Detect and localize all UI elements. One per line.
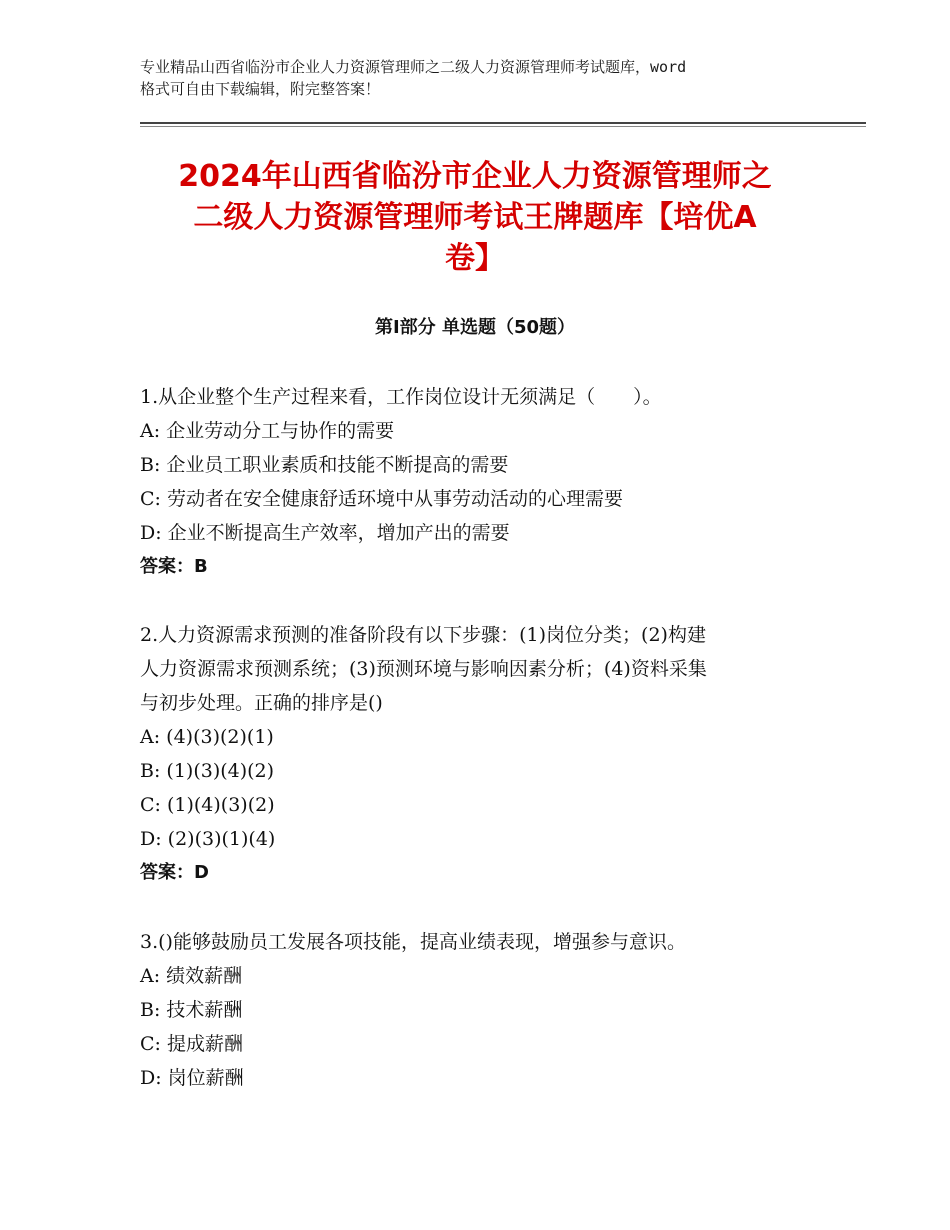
question-1-option-c: C: 劳动者在安全健康舒适环境中从事劳动活动的心理需要 <box>140 488 623 510</box>
header-note-line-2: 格式可自由下载编辑，附完整答案！ <box>140 80 381 98</box>
question-3-stem: 3.()能够鼓励员工发展各项技能，提高业绩表现，增强参与意识。 <box>140 931 686 953</box>
document-title <box>120 156 830 279</box>
question-3-option-d: D: 岗位薪酬 <box>140 1067 244 1089</box>
question-2-stem-line-2: 人力资源需求预测系统；(3)预测环境与影响因素分析；(4)资料采集 <box>140 658 707 680</box>
question-3-option-b: B: 技术薪酬 <box>140 999 243 1021</box>
header-divider-thick <box>140 122 866 124</box>
question-2-stem-line-1: 2.人力资源需求预测的准备阶段有以下步骤：(1)岗位分类；(2)构建 <box>140 624 706 646</box>
header-divider-thin <box>140 126 866 127</box>
title-line-2: 二级人力资源管理师考试王牌题库【培优A <box>193 200 757 235</box>
question-1-answer: 答案：B <box>140 556 208 577</box>
question-2-option-a: A: (4)(3)(2)(1) <box>140 726 274 748</box>
section-title: 第Ⅰ部分 单选题（50题） <box>374 317 575 338</box>
title-line-3: 卷】 <box>445 241 505 276</box>
question-2-option-b: B: (1)(3)(4)(2) <box>140 760 275 782</box>
question-1-option-b: B: 企业员工职业素质和技能不断提高的需要 <box>140 454 509 476</box>
header-note <box>140 56 820 100</box>
question-1-option-a: A: 企业劳动分工与协作的需要 <box>140 420 395 442</box>
title-line-1: 2024年山西省临汾市企业人力资源管理师之 <box>178 159 772 194</box>
question-2-stem-line-3: 与初步处理。正确的排序是() <box>140 692 383 714</box>
question-1-option-d: D: 企业不断提高生产效率，增加产出的需要 <box>140 522 510 544</box>
question-3-option-c: C: 提成薪酬 <box>140 1033 243 1055</box>
question-2-option-d: D: (2)(3)(1)(4) <box>140 828 276 850</box>
question-1-stem: 1.从企业整个生产过程来看，工作岗位设计无须满足（ ）。 <box>140 386 662 408</box>
question-2-option-c: C: (1)(4)(3)(2) <box>140 794 275 816</box>
header-note-line-1: 专业精品山西省临汾市企业人力资源管理师之二级人力资源管理师考试题库，word <box>140 58 687 76</box>
question-3-option-a: A: 绩效薪酬 <box>140 965 243 987</box>
question-2-answer: 答案：D <box>140 862 209 883</box>
